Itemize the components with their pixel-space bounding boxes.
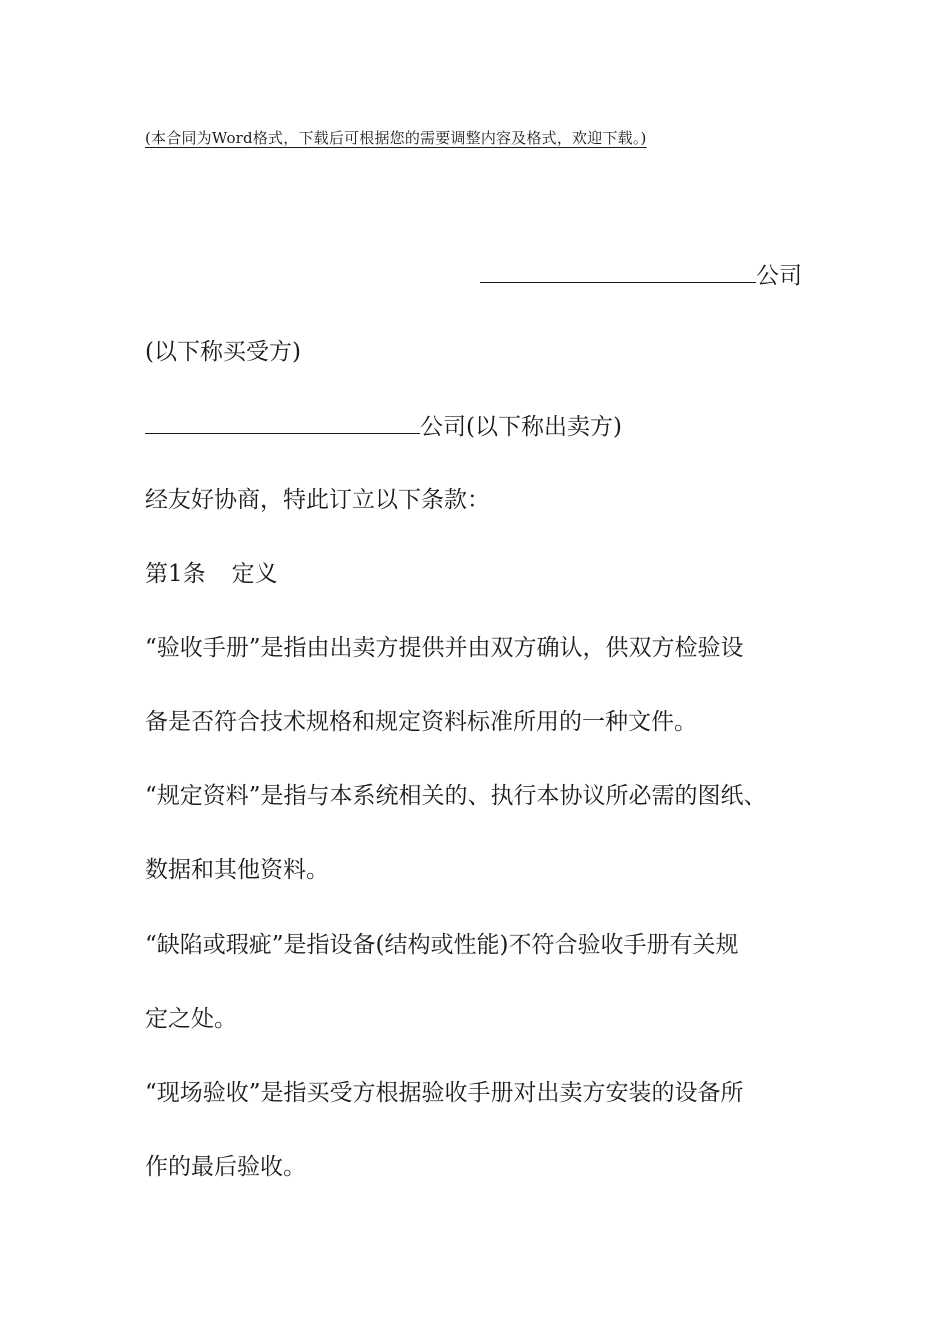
seller-name-blank — [145, 411, 420, 434]
buyer-name-blank — [480, 260, 756, 283]
definition-specified-data-line2: 数据和其他资料。 — [145, 857, 329, 883]
definition-acceptance-manual-line1: “验收手册”是指由出卖方提供并由双方确认，供双方检验设 — [145, 635, 744, 661]
definition-acceptance-manual-line2: 备是否符合技术规格和规定资料标准所用的一种文件。 — [145, 709, 697, 735]
seller-company-line — [145, 411, 622, 442]
definition-specified-data-line1: “规定资料”是指与本系统相关的、执行本协议所必需的图纸、 — [145, 783, 767, 809]
definition-site-acceptance-line2: 作的最后验收。 — [145, 1154, 306, 1180]
buyer-company-suffix: 公司 — [756, 263, 802, 289]
article-1-heading — [145, 559, 278, 589]
definition-defect-line1: “缺陷或瑕疵”是指设备(结构或性能)不符合验收手册有关规 — [145, 932, 739, 958]
intro-text: 经友好协商，特此订立以下条款： — [145, 487, 490, 513]
article-number: 第1条 — [145, 561, 206, 587]
article-title: 定义 — [231, 561, 278, 587]
buyer-label: (以下称买受方) — [145, 339, 301, 365]
format-notice: (本合同为Word格式，下载后可根据您的需要调整内容及格式，欢迎下载。) — [145, 129, 647, 147]
buyer-company-line — [480, 260, 802, 291]
definition-site-acceptance-line1: “现场验收”是指买受方根据验收手册对出卖方安装的设备所 — [145, 1080, 744, 1106]
definition-defect-line2: 定之处。 — [145, 1006, 237, 1032]
seller-label: 公司(以下称出卖方) — [420, 414, 622, 440]
